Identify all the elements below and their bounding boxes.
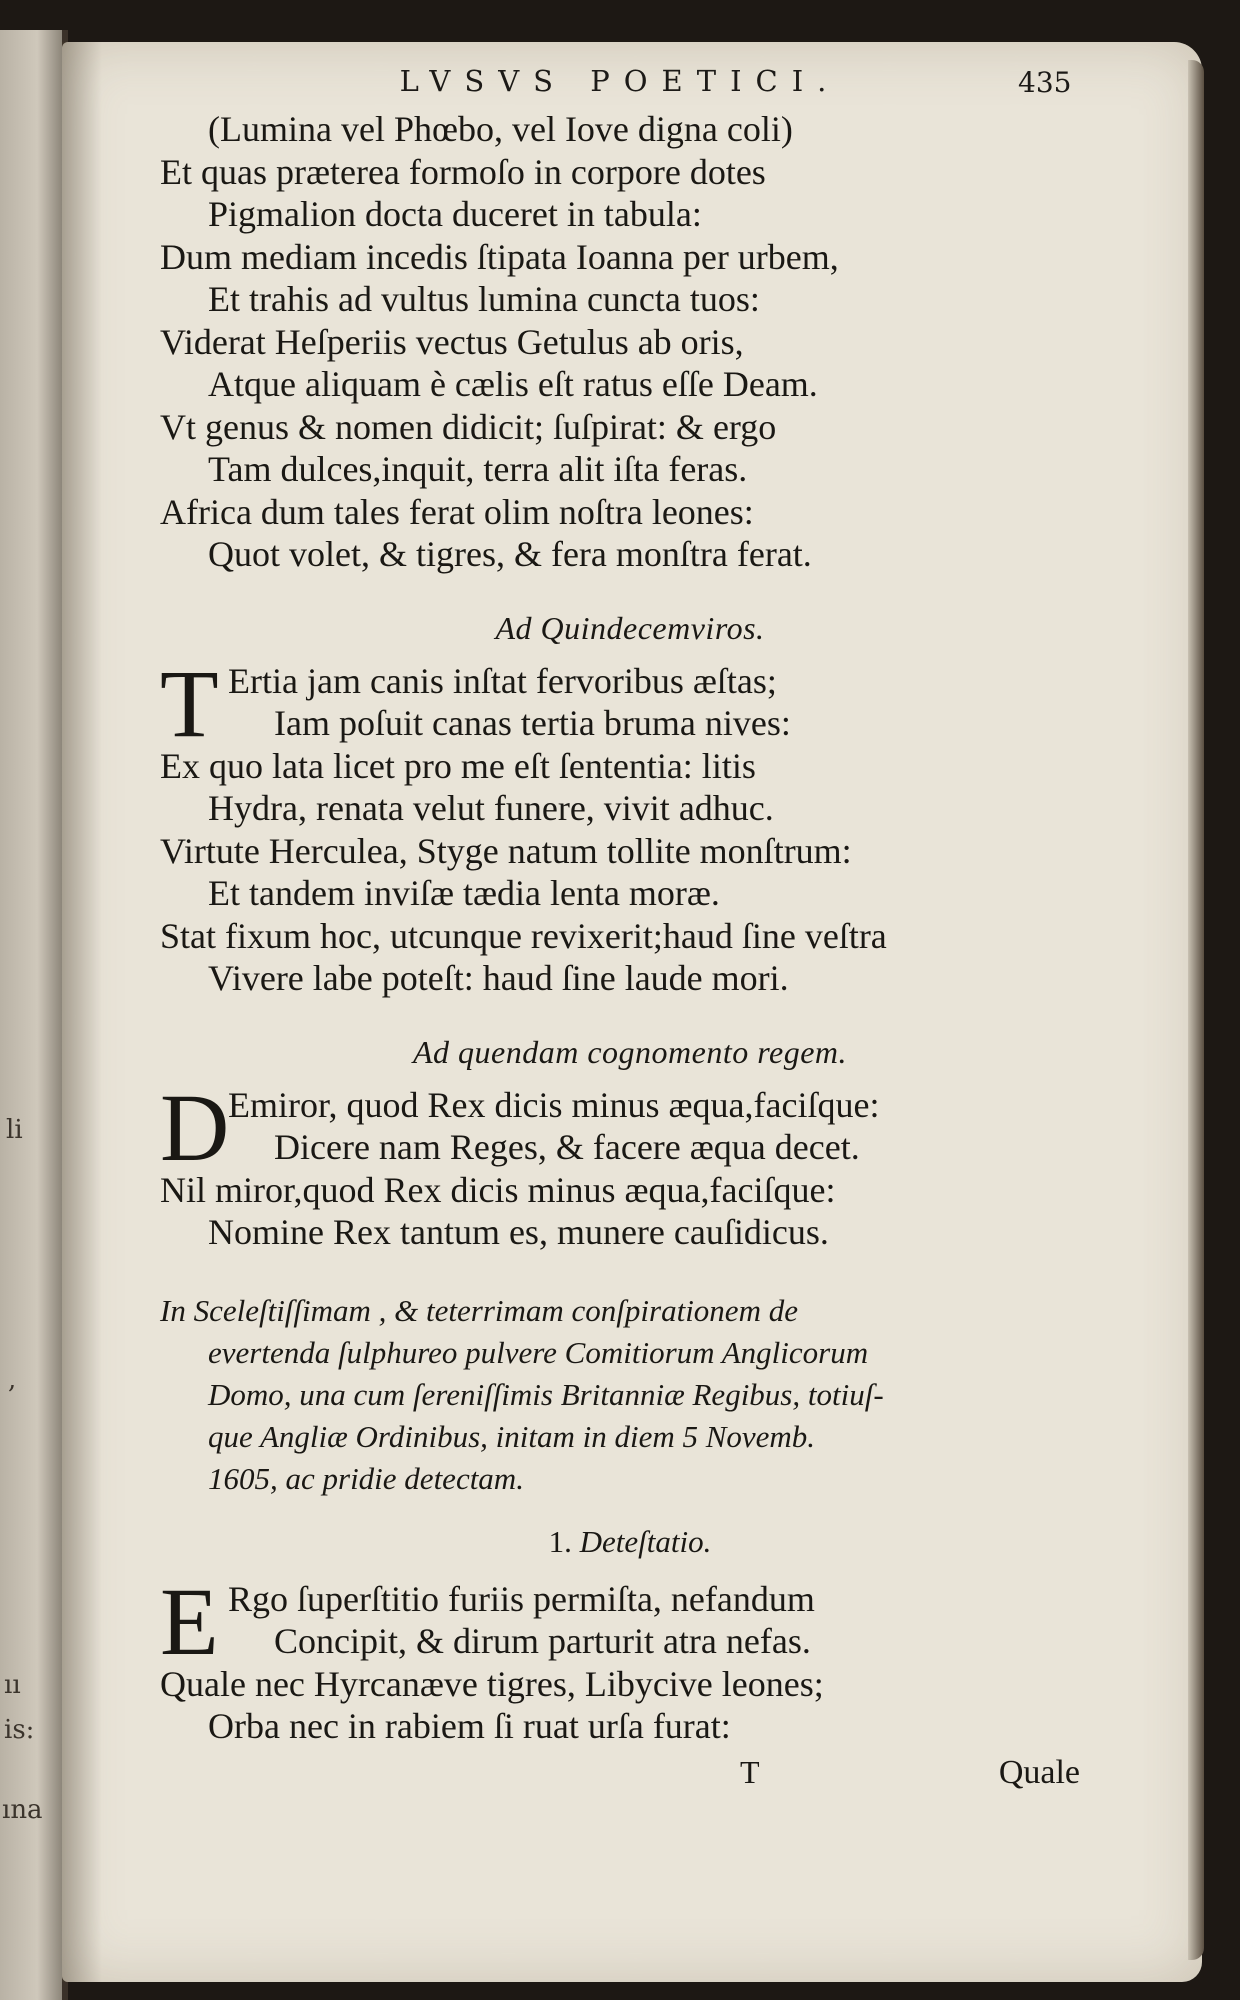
verse-line: Atque aliquam è cælis eſt ratus eſſe Deam. xyxy=(208,364,818,404)
verse-line: Orba nec in rabiem ſi ruat urſa furat: xyxy=(208,1706,731,1746)
verse-line: Stat fixum hoc, utcunque revixerit;haud ſine veſtra xyxy=(160,915,887,956)
verse-line: Concipit, & dirum parturit atra nefas. xyxy=(274,1621,811,1661)
verse-line: Iam poſuit canas tertia bruma nives: xyxy=(274,703,791,743)
title-line: In Sceleſtiſſimam , & teterrimam conſpirationem de xyxy=(160,1292,798,1328)
title-line: Domo, una cum ſereniſſimis Britanniæ Regibus, totiuſ- xyxy=(208,1376,884,1412)
verse-line: Emiror, quod Rex dicis minus æqua,faciſque: xyxy=(228,1084,880,1125)
verse-line: Et trahis ad vultus lumina cuncta tuos: xyxy=(208,279,760,319)
section-subheading xyxy=(160,1522,1100,1562)
verse-line: Ex quo lata licet pro me eſt ſententia: litis xyxy=(160,745,756,786)
verse-line: Vivere labe poteſt: haud ſine laude mori. xyxy=(208,958,789,998)
drop-cap: D xyxy=(160,1073,230,1181)
verse-line: Et quas præterea formoſo in corpore dotes xyxy=(160,151,766,192)
verse-line: Africa dum tales ferat olim noſtra leones: xyxy=(160,491,754,532)
verse-line: Nil miror,quod Rex dicis minus æqua,faciſque: xyxy=(160,1169,836,1210)
verse-line: Ertia jam canis inſtat fervoribus æſtas; xyxy=(228,660,777,701)
running-head: LVSVS POETICI. xyxy=(399,64,841,98)
verse-line: Et tandem inviſæ tædia lenta moræ. xyxy=(208,873,720,913)
verse-line: (Lumina vel Phœbo, vel Iove digna coli) xyxy=(208,109,793,149)
verse-line: Quot volet, & tigres, & fera monſtra ferat. xyxy=(208,534,812,574)
poem-ad-quendam xyxy=(160,1073,1100,1254)
verse-line: Pigmalion docta duceret in tabula: xyxy=(208,194,702,234)
previous-page-fragment: ıı xyxy=(4,1670,21,1700)
previous-page-fragment: li xyxy=(6,1115,23,1145)
page-gutter-shadow xyxy=(62,42,102,1982)
page-number: 435 xyxy=(1018,66,1072,99)
verse-line: Quale nec Hyrcanæve tigres, Libycive leones; xyxy=(160,1663,824,1704)
poem-continuation xyxy=(160,108,1100,576)
page-fore-edge xyxy=(1188,60,1204,1960)
verse-line: Viderat Heſperiis vectus Getulus ab oris, xyxy=(160,321,744,362)
signature-mark: T xyxy=(740,1753,760,1790)
verse-line: Dum mediam incedis ſtipata Ioanna per urbem, xyxy=(160,236,839,277)
verse-line: Vt genus & nomen didicit; ſuſpirat: & ergo xyxy=(160,406,777,447)
title-line: evertenda ſulphureo pulvere Comitiorum Anglicorum xyxy=(208,1334,869,1370)
previous-page-fragment: is: xyxy=(4,1715,35,1745)
poem-ad-quindecemviros xyxy=(160,649,1100,1000)
poem-heading: Ad quendam cognomento regem. xyxy=(412,1033,848,1070)
verse-line: Nomine Rex tantum es, munere cauſidicus. xyxy=(208,1212,829,1252)
section-number: 1. xyxy=(548,1523,572,1559)
section-title: Deteſtatio. xyxy=(579,1523,712,1559)
page-text xyxy=(160,108,1100,1798)
drop-cap: E xyxy=(160,1567,219,1675)
page-footer xyxy=(160,1754,1100,1798)
verse-line: Virtute Herculea, Styge natum tollite monſtrum: xyxy=(160,830,852,871)
poem-detestatio xyxy=(160,1567,1100,1748)
previous-page-fragment: , xyxy=(8,1365,17,1395)
verse-line: Tam dulces,inquit, terra alit iſta feras. xyxy=(208,449,748,489)
poem-heading: Ad Quindecemviros. xyxy=(495,609,765,646)
title-line: que Angliæ Ordinibus, initam in diem 5 Novemb. xyxy=(208,1418,816,1454)
poem-title-block xyxy=(160,1290,1100,1500)
verse-line: Rgo ſuperſtitio furiis permiſta, nefandum xyxy=(228,1578,815,1619)
title-line: 1605, ac pridie detectam. xyxy=(208,1460,524,1496)
drop-cap: T xyxy=(160,649,219,757)
previous-page-fragment: ına xyxy=(2,1795,43,1825)
previous-page-edge xyxy=(0,30,68,2000)
verse-line: Dicere nam Reges, & facere æqua decet. xyxy=(274,1127,860,1167)
verse-line: Hydra, renata velut funere, vivit adhuc. xyxy=(208,788,774,828)
catchword: Quale xyxy=(998,1753,1080,1791)
